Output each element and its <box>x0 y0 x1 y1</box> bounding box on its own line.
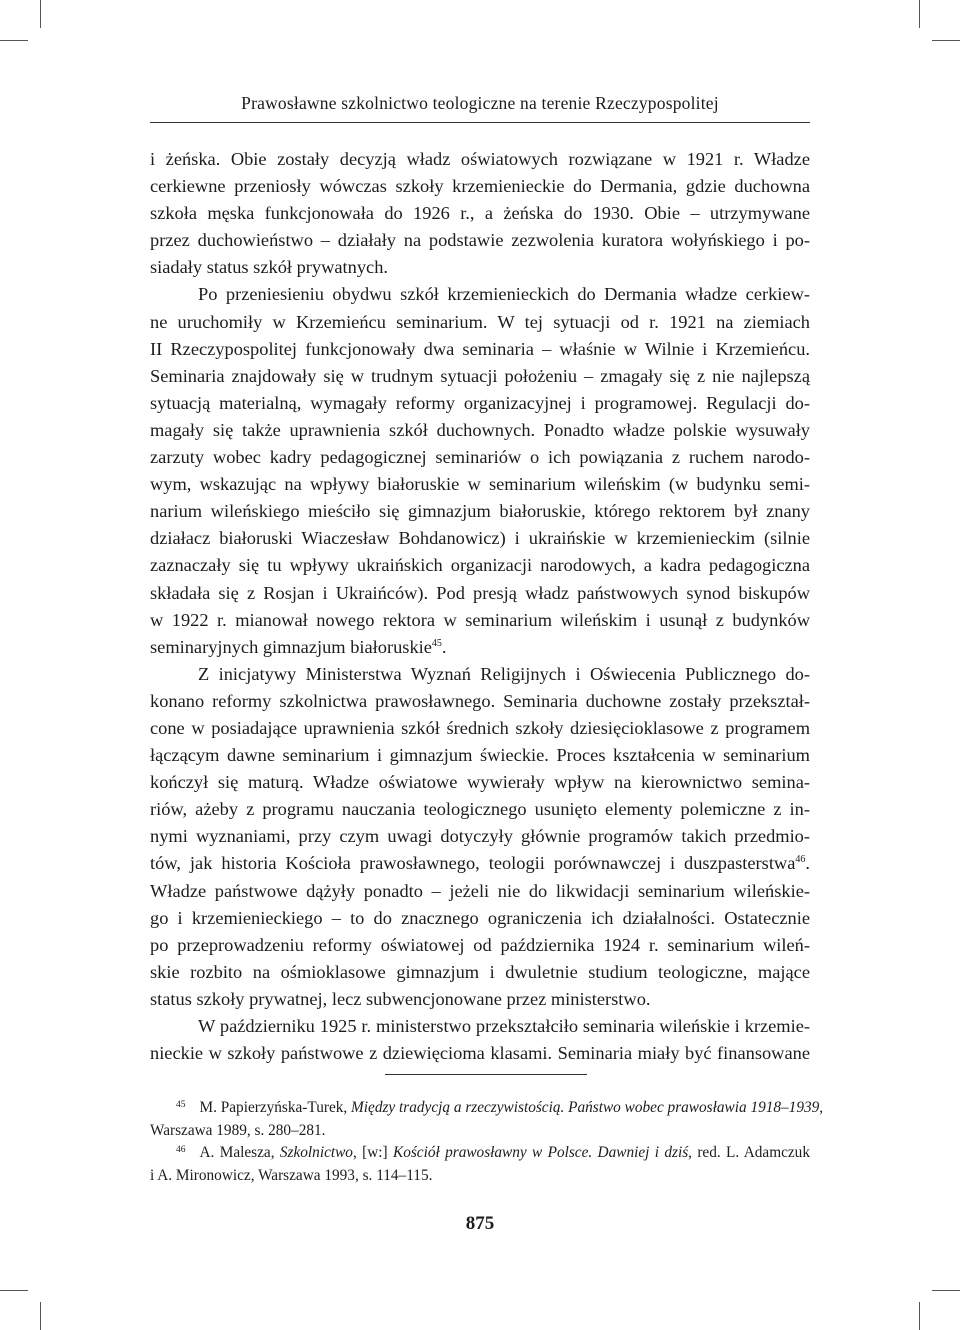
crop-mark-top-left-horizontal <box>0 40 28 41</box>
text-line: status szkoły prywatnej, lecz subwencjonowane przez ministerstwo. <box>150 988 651 1009</box>
text-line: II Rzeczypospolitej funkcjonowały dwa seminaria – właśnie w Wilnie i Krzemieńcu. <box>150 338 810 359</box>
text-fragment: . <box>805 853 810 874</box>
text-line: ne uruchomiły w Krzemieńcu seminarium. W tej sytuacji od r. 1921 na ziemiach <box>150 311 810 332</box>
text-line: narium wileńskiego mieściło się gimnazjum białoruskie, którego rektorem był znany <box>150 501 810 522</box>
text-line: magały się także uprawnienia szkół duchownych. Ponadto władze polskie wysuwały <box>150 419 810 440</box>
paragraph-3 <box>150 661 810 1013</box>
text-line: cerkiewne przeniosły wówczas szkoły krzemienieckie do Dermania, gdzie duchowna <box>150 176 810 197</box>
footnote-line <box>150 1142 810 1165</box>
text-line: Po przeniesieniu obydwu szkół krzemienieckich do Dermania władze cerkiew- <box>198 284 810 305</box>
text-line: Władze państwowe dążyły ponadto – jeżeli nie do likwidacji seminarium wileńskie- <box>150 880 810 901</box>
text-fragment: , <box>819 1099 824 1116</box>
page-number: 875 <box>465 1213 495 1234</box>
text-line: Z inicjatywy Ministerstwa Wyznań Religijnych i Oświecenia Publicznego do- <box>198 663 810 684</box>
footnote-45 <box>150 1097 824 1142</box>
text-line: w 1922 r. mianował nowego rektora w seminarium wileńskim i usunął z budynków <box>150 609 810 630</box>
text-line: riów, ażeby z programu nauczania teologicznego usunięto elementy polemiczne z in- <box>150 799 810 820</box>
text-line <box>150 634 810 661</box>
footnote-author: M. Papierzyńska-Turek, <box>199 1099 352 1116</box>
text-line <box>150 850 810 877</box>
footnote-ref-46[interactable]: 46 <box>795 854 806 866</box>
footnote-title: Kościół prawosławny w Polsce. Dawniej i dziś <box>393 1144 689 1161</box>
header-rule <box>150 122 810 123</box>
text-line: wym, wskazując na wpływy białoruskie w seminarium wileńskim (w budynku semi- <box>150 474 810 495</box>
paragraph-2 <box>150 281 810 660</box>
text-fragment: seminaryjnych gimnazjum białoruskie <box>150 636 432 657</box>
text-line: łączącym dawne seminarium i gimnazjum świeckie. Proces kształcenia w seminarium <box>150 745 810 766</box>
text-line: konano reformy szkolnictwa prawosławnego. Seminaria duchowne zostały przekształ- <box>150 690 810 711</box>
text-fragment: , [w:] <box>352 1144 393 1161</box>
paragraph-4 <box>150 1013 810 1067</box>
footnote-separator <box>385 1074 587 1075</box>
text-line: cone w posiadające uprawnienia szkół średnich szkoły dziesięcioklasowe z programem <box>150 717 810 738</box>
text-line: przez duchowieństwo – działały na podstawie zezwolenia kuratora wołyńskiego i po- <box>150 230 810 251</box>
text-line: działacz białoruski Wiaczesław Bohdanowicz) i ukraińskie w krzemienieckim (silnie <box>150 528 810 549</box>
running-header: Prawosławne szkolnictwo teologiczne na terenie Rzeczypospolitej <box>241 93 719 113</box>
footnote-author: A. Malesza, <box>199 1144 280 1161</box>
footnotes <box>150 1097 824 1187</box>
text-line: nieckie w szkoły państwowe z dziewięcioma klasami. Seminaria miały być finansowane <box>150 1043 810 1064</box>
footnote-title: Między tradycją a rzeczywistością. Państwo wobec prawosławia 1918–1939 <box>351 1099 820 1116</box>
crop-mark-top-right-horizontal <box>932 40 960 41</box>
footnote-line: Warszawa 1989, s. 280–281. <box>150 1121 326 1139</box>
footnote-line: i A. Mironowicz, Warszawa 1993, s. 114–115. <box>150 1166 433 1184</box>
crop-mark-bottom-left-horizontal <box>0 1290 28 1291</box>
text-line: go i krzemienieckiego – to do znacznego ograniczenia ich działalności. Ostatecznie <box>150 907 810 928</box>
paragraph-1 <box>150 146 810 281</box>
crop-mark-top-right-vertical <box>919 0 920 28</box>
main-text <box>150 146 810 1067</box>
text-line: po przeprowadzeniu reformy oświatowej od października 1924 r. seminarium wileń- <box>150 934 810 955</box>
crop-mark-top-left-vertical <box>40 0 41 28</box>
footnote-ref-45[interactable]: 45 <box>431 637 442 649</box>
text-line: kończył się maturą. Władze oświatowe wywierały wpływ na kierownictwo semina- <box>150 772 810 793</box>
footnote-title: Szkolnictwo <box>279 1144 353 1161</box>
text-fragment: . <box>441 636 447 657</box>
text-line: nymi wyznaniami, przy czym uwagi dotyczyły głównie programów takich przedmio- <box>150 826 810 847</box>
text-fragment: tów, jak historia Kościoła prawosławnego, teologii porównawczej i duszpasterstwa <box>150 853 796 874</box>
text-line: sytuacją materialną, wymagały reformy organizacyjnej i programowej. Regulacji do- <box>150 392 810 413</box>
text-line: składała się z Rosjan i Ukraińców). Pod presją władz państwowych synod biskupów <box>150 582 810 603</box>
text-line: W październiku 1925 r. ministerstwo przekształciło seminaria wileńskie i krzemie- <box>198 1016 810 1036</box>
text-line: siadały status szkół prywatnych. <box>150 257 389 278</box>
footnote-number: 46 <box>176 1145 186 1155</box>
text-line: Seminaria znajdowały się w trudnym sytuacji położeniu – zmagały się z nie najlepszą <box>150 365 810 386</box>
footnote-line <box>150 1097 824 1120</box>
crop-mark-bottom-right-vertical <box>919 1302 920 1330</box>
text-line: i żeńska. Obie zostały decyzją władz oświatowych rozwiązane w 1921 r. Władze <box>150 149 810 169</box>
footnote-46 <box>150 1142 810 1187</box>
text-line: szkoła męska funkcjonowała do 1926 r., a żeńska do 1930. Obie – utrzymywane <box>150 203 810 224</box>
text-line: zaznaczały się tu wpływy ukraińskich organizacji narodowych, a kadra pedagogiczna <box>150 555 810 576</box>
text-line: zarzuty wobec kadry pedagogicznej seminariów o ich powiązania z ruchem narodo- <box>150 447 810 468</box>
crop-mark-bottom-left-vertical <box>40 1302 41 1330</box>
crop-mark-bottom-right-horizontal <box>932 1290 960 1291</box>
footnote-number: 45 <box>176 1100 186 1110</box>
text-line: skie rozbito na ośmioklasowe gimnazjum i dwuletnie studium teologiczne, mające <box>150 961 810 982</box>
text-fragment: , red. L. Adamczuk <box>688 1144 810 1161</box>
